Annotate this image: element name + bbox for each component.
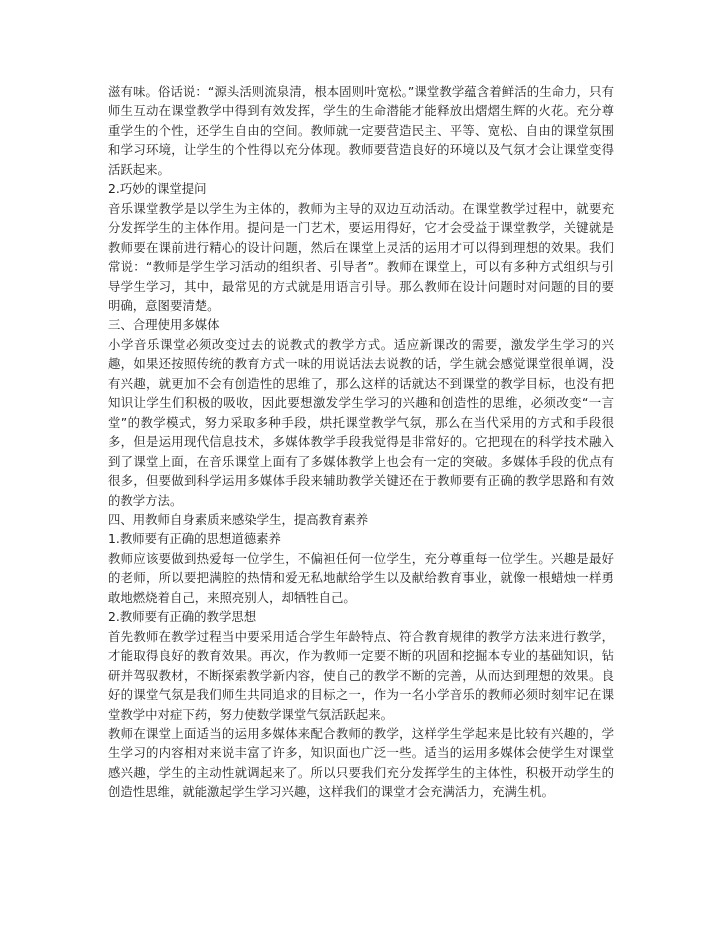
section-heading-teacher-quality: 四、用教师自身素质来感染学生，提高教育素养: [108, 511, 369, 527]
paragraph-moral: 教师应该要做到热爱每一位学生，不偏袒任何一位学生，充分尊重每一位学生。兴趣是最好的老师，所以要把满腔的热情和爱无私地献给学生以及献给教育事业，就像一根蜡烛一样勇敢地燃烧着自己，来照亮别人，却牺牲自己。: [108, 550, 614, 605]
subsection-heading-moral: 1.教师要有正确的思想道德素养: [108, 531, 281, 547]
section-heading-multimedia: 三、合理使用多媒体: [108, 317, 220, 333]
subsection-heading-teaching-thought: 2.教师要有正确的教学思想: [108, 609, 257, 625]
document-body: [108, 82, 614, 802]
paragraph-student-vitality: 滋有味。俗话说：“源头活则流泉清，根本固则叶宽松。”课堂教学蕴含着鲜活的生命力，只有师生互动在课堂教学中得到有效发挥，学生的生命潜能才能释放出熠熠生辉的火花。充分尊重学生的个性，还学生自由的空间。教师就一定要营造民主、平等、宽松、自由的课堂氛围和学习环境，让学生的个性得以充分体现。教师要营造良好的环境以及气氛才会让课堂变得活跃起来。: [108, 84, 614, 177]
paragraph-teaching-thought: 首先教师在教学过程当中要采用适合学生年龄特点、符合教育规律的教学方法来进行教学，才能取得良好的教育效果。再次，作为教师一定要不断的巩固和挖掘本专业的基础知识，钻研并驾驭教材，不断探索教学新内容，使自己的教学不断的完善，从而达到理想的效果。良好的课堂气氛是我们师生共同追求的目标之一，作为一名小学音乐的教师必须时刻牢记在课堂教学中对症下药，努力使数学课堂气氛活跃起来。: [108, 628, 614, 722]
paragraph-multimedia: 小学音乐课堂必须改变过去的说教式的教学方式。适应新课改的需要，激发学生学习的兴趣，如果还按照传统的教育方式一味的用说话法去说教的话，学生就会感觉课堂很单调，没有兴趣，就更加不会有创造性的思维了，那么这样的话就达不到课堂的教学目标，也没有把知识让学生们积极的吸收，因此要想激发学生学习的兴趣和创造性的思维，必须改变“一言堂”的教学模式，努力采取多种手段，烘托课堂教学气氛，那么在当代采用的方式和手段很多，但是运用现代信息技术，多媒体教学手段我觉得是非常好的。它把现在的科学技术融入到了课堂上面，在音乐课堂上面有了多媒体教学上也会有一定的突破。多媒体手段的优点有很多，但要做到科学运用多媒体手段来辅助教学关键还在于教师要有正确的教学思路和有效的教学方法。: [108, 336, 614, 508]
paragraph-questioning: 音乐课堂教学是以学生为主体的，教师为主导的双边互动活动。在课堂教学过程中，就要充分发挥学生的主体作用。提问是一门艺术，要运用得好，它才会受益于课堂教学，关键就是教师要在课前进行精心的设计问题，然后在课堂上灵活的运用才可以得到理想的效果。我们常说：“教师是学生学习活动的组织者、引导者”。教师在课堂上，可以有多种方式组织与引导学生学习，其中，最常见的方式就是用语言引导。那么教师在设计问题时对问题的目的要明确，意图要清楚。: [108, 200, 614, 313]
section-heading-questioning: 2.巧妙的课堂提问: [108, 181, 207, 197]
paragraph-conclusion: 教师在课堂上面适当的运用多媒体来配合教师的教学，这样学生学起来是比较有兴趣的，学生学习的内容相对来说丰富了许多，知识面也广泛一些。适当的运用多媒体会使学生对课堂感兴趣，学生的主动性就调起来了。所以只要我们充分发挥学生的主体性，积极开动学生的创造性思维，就能激起学生学习兴趣，这样我们的课堂才会充满活力，充满生机。: [108, 725, 614, 800]
